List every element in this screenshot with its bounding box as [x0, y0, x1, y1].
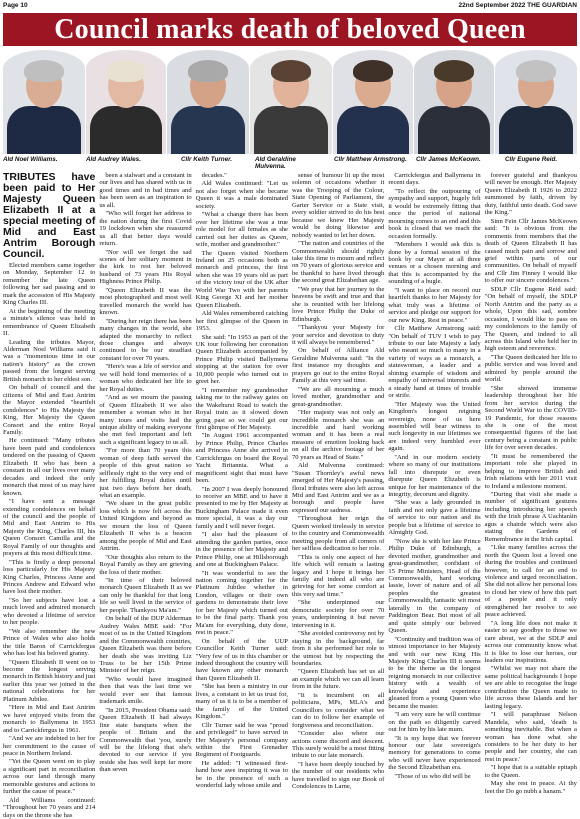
article-paragraph: SDLP Cllr Eugene Reid said: "On behalf of myself, the SDLP North Antrim and the party as a whole, Upon this sad, sombre occasion, I would like to pass on my condolences to the family of The Queen, and indeed to all across this Island who held her in high esteem and reverence.: [484, 285, 577, 353]
article-paragraph: forever grateful and thankyou will never be enough. Her Majesty Queen Elizabeth II 1926 to 2022 summoned by faith, driven by duty, faithful unto death. God save the King.": [484, 172, 577, 217]
article-paragraph: He continued: "Many tributes have been paid and condolences tendered on the passing of Queen Elizabeth II who has been a constant in all our lives over many decades and indeed the only monarch that most of us may have known.: [3, 437, 96, 497]
article-paragraph: "Who will forget her address to the nation during the first Covid 19 lockdown when she reassured us all that better days would return.: [99, 210, 192, 248]
article-paragraph: "She underpinned our democratic society for over 70 years, underpinning it but never intervening in it.: [292, 599, 385, 629]
article-paragraph: On behalf of Alliance Ald Geraldine Mulvenna said: "In the first instance my thoughts and prayers go out to the entire Royal Family at this very sad time.: [292, 347, 385, 385]
article-paragraph: "During her reign there has been many changes in the world, she adapted the monarchy to reflect those changes and always continued to be our steadfast constant for over 70 years.: [99, 317, 192, 362]
article-paragraph: "I want to place on record our heartfelt thanks to her Majesty for what truly was a lifetime of service and pledge our support for our new King. Rest in peace.": [388, 286, 481, 324]
article-paragraph: "And as we mourn the passing of Queen Elizabeth II we also remember a woman who in her many tours and visits had the unique ability of making everyone she met feel important and left such a significant legacy to us all.: [99, 394, 192, 446]
article-column: [484, 172, 577, 795]
article-paragraph: "I have been deeply touched by the number of our residents who have travelled to sign our Book of Condolences in Larne,: [292, 760, 385, 791]
article-paragraph: "To reflect the outpouring of sympathy and support, hugely felt it would be extremely fitting that once the period of national mourning comes to an end and this book is closed that we reach the occasion formally.: [388, 187, 481, 240]
article-paragraph: "It must be remembered the important role she played in helping to improve British and Irish relations with her 2011 visit to Ireland a milestone moment.: [484, 452, 577, 490]
article-paragraph: "Continuity and tradition was of utmost importance to her Majesty and with our new King His Majesty King Charles III it seems to be the theme as the longest reigning monarch in our collective history with a wealth of knowledge and experience gleaned from a young Queen who became the master.: [388, 635, 481, 710]
photo-matthew-armstrong: [333, 50, 413, 154]
article-paragraph: "We share in the great public loss which is now felt across the United Kingdom and beyond as we mourn the loss of Queen Elizabeth II who is a beacon among the people of Mid and East Antrim.: [99, 500, 192, 553]
caption-noel-williams: Ald Noel Williams.: [3, 156, 58, 163]
article-paragraph: "I am very sure he will continue on the path so diligently carved out for him by his late mum.: [388, 711, 481, 734]
article-paragraph: "In August 1961 accompanied by Prince Philip, Prince Charles and Princess Anne she arrived in Carrickfergus on board the Royal Yacht Britannia. What a magnificent sight that must have been.: [195, 432, 288, 485]
article-paragraph: "Whilst we may not share the same political backgrounds I hope we are able to recognise the huge contribution the Queen made to life across these Islands and her lasting legacy.: [484, 665, 577, 710]
article-paragraph: been a stalwart and a constant in our lives and has shared with us in good times and in bad times and has been seen as an inspiration to us all.: [99, 172, 192, 209]
article-paragraph: "And in our modern society where so many of our institutions fall into disrepute or even disrepute Queen Elizabeth is unique for her maintenance of the integrity, decorum and dignity.: [388, 453, 481, 499]
article-paragraph: Cllr Matthew Armstrong said: "On behalf of TUV I wish to pay tribute to our late Majesty a lady who meant so much to many in a variety of ways as a monarch, a stateswoman, a leader and a shining example of wisdom and empathy of universal interests and a steady hand at times of trouble or strife.: [388, 325, 481, 400]
article-paragraph: May she rest in peace. At thy feet the Do go nubh a hanam.": [484, 780, 577, 795]
article-paragraph: "For more than 70 years this woman of deep faith served the people of this great nation so selflessly right to the very end of her fulfilling Royal duties until just two days before her death, what an example.: [99, 447, 192, 500]
article-paragraph: On behalf of council and the citizens of Mid and East Antrim the Mayor extended "heartfelt condolences" to His Majesty the King, Her Majesty the Queen Consort and the entire Royal Family.: [3, 384, 96, 436]
article-column: [292, 172, 385, 791]
photo-james-mckeown: [414, 50, 494, 154]
photo-eugene-reid: [495, 50, 577, 154]
article-paragraph: She said: "In 1953 as part of the UK tour following her coronation Queen Elizabeth accompanied by Prince Philip visited Ballymena stopping at the station for over 10,000 people who turned out to greet her.: [195, 333, 288, 386]
caption-eugene-reid: Cllr Eugene Reid.: [505, 156, 558, 163]
article-paragraph: "She showed immense leadership throughout her life from her service during the Second World War to the COVID-19 Pandemic, for those reasons she is one of the most consequential figures of the last century being a constant in public life for over seven decades.: [484, 384, 577, 452]
article-body: [3, 171, 577, 819]
article-paragraph: "Like many families across the north the Queen lost a loved one during the troubles and continued however, to call for an end to violence and urged reconciliation. She did not allow her personal loss to cloud her view of how this part of a people and it only strengthened her resolve to see peace achieved.: [484, 544, 577, 619]
article-paragraph: "We also remember the new Prince of Wales who also holds the title Baron of Carrickfergus who has lost his beloved granny.: [3, 627, 96, 658]
article-paragraph: "I have sent a message extending condolences on behalf of the council and the people of Mid and East Antrim to His Majesty the King, Charles III, his Queen Consort Camilla and the Royal Family of our thoughts and prayers at this most difficult time.: [3, 498, 96, 558]
article-paragraph: Cllr Turner said he was "proud and privileged" to have served in Her Majesty's personal company within the First Grenadier Regiment of Footguards.: [195, 721, 288, 759]
article-paragraph: Ald Wales continued: "Let us not also forget when she became Queen it was a male dominated society.: [195, 180, 288, 210]
article-paragraph: "This is only one aspect of her life which will remain a lasting legacy and I hope it brings her family and indeed all who are grieving for her some comfort at this very sad time.": [292, 553, 385, 598]
article-paragraph: Ald Williams continued: "Throughout her 70 years and 214 days on the throne she has: [3, 796, 96, 819]
photo-geraldine-mulvenna: [250, 50, 332, 154]
article-paragraph: "I hope that is a suitable epitaph to the Queen.: [484, 764, 577, 779]
article-paragraph: Leading the tributes Mayor, Alderman Noel Williams said it was a "momentous time in our nation's history" as the crown passed from the longest serving British monarch to her eldest son.: [3, 338, 96, 383]
article-paragraph: Carrickfergus and Ballymena in recent days.: [388, 172, 481, 187]
article-paragraph: "Throughout her reign the Queen worked tirelessly in service to the country and Commonwealth meeting people from all corners of her selfless dedication to her role.: [292, 515, 385, 553]
article-paragraph: "Queen Elizabeth II was the most photographed and most well travelled monarch the world has known.: [99, 286, 192, 317]
article-paragraph: On behalf of the DUP Alderman Audrey Wales MBE said: "For most of us in the United Kingdom and the Commonwealth countries, Queen Elizabeth was there before her death she was inviting Liz Truss to be her 15th Prime Minister of her reign.: [99, 615, 192, 675]
article-paragraph: "It was wonderful to see the nation coming together for the Platinum Jubilee whether in London, villages or their own gardens to demonstrate their love for her Majesty which turned out to be the final party. Thank you Ma'am for everything, duty done, rest in peace.": [195, 569, 288, 637]
page-number: Page 10: [3, 2, 28, 9]
article-paragraph: "Queen Elizabeth II went on to become the longest serving monarch in British history and just earlier this year we joined in the national celebrations for her Platinum Jubilee.: [3, 658, 96, 703]
article-column: [99, 172, 192, 774]
article-paragraph: "Nor will we forget the sad scenes of her solitary moment in the kirk to rest her beloved husband of 73 years His Royal Highness Prince Philip.: [99, 248, 192, 286]
article-paragraph: "So her subjects have lost a much loved and admired monarch who devoted a lifetime of service to her people.: [3, 596, 96, 627]
caption-audrey-wales: Ald Audrey Wales.: [86, 156, 141, 163]
caption-geraldine-mulvenna: Ald Geraldine Mulvenna.: [255, 156, 296, 170]
article-paragraph: "A long life does not make it easier to say goodbye to those we care about, we at the SDLP and across our community know what it is like to lose our heroes, our leaders our inspirations.: [484, 619, 577, 664]
article-paragraph: "Queen Elizabeth has set us all an example which we can all learn from in the future.: [292, 668, 385, 691]
article-paragraph: "The nation and countries of the Commonwealth should rightly take this time to mourn and reflect on 70 years of glorious service and be thankful to have lived through the second great Elizabethan age.: [292, 240, 385, 285]
article-paragraph: "Consider also where our actions come discord and descent. This surely would be a most fitting tribute to our late monarch.: [292, 730, 385, 760]
article-paragraph: At the beginning of the meeting a minute's silence was held in remembrance of Queen Elizabeth II.: [3, 307, 96, 338]
article-paragraph: "What a change there has been over her lifetime she was a true role model for all females as she carried out her duties as Queen, wife, mother and grandmother.": [195, 211, 288, 249]
article-paragraph: Ald Wales remembered catching her first glimpse of the Queen in 1953.: [195, 310, 288, 333]
article-paragraph: "Her majesty was not only an incredible monarch she was an incredible and hard working woman and it has been a real measure of emotion looking back on all the archive footage of her 70 years as Head of State.": [292, 409, 385, 461]
article-paragraph: "Thankyou your Majesty for your service and devotion to duty it will always be remembered.": [292, 324, 385, 346]
headline-banner: Council marks death of beloved Queen: [3, 13, 577, 46]
article-paragraph: "I will paraphrase Nelson Mandela, who said, 'death is something inevitable. But when a woman has done what she considers to be her duty to her people and her country, she can rest in peace.': [484, 711, 577, 763]
article-paragraph: "Our thoughts also return to the Royal Family as they are grieving the loss of their mother.: [99, 553, 192, 576]
article-paragraph: "In 2015, President Obama said: Queen Elizabeth II had always fine state banquets when the people of Britain and the Commonwealth that 'you, surely will be the lifelong that she's devoted to our service if you reside she has well kept far more than seven: [99, 706, 192, 774]
councillor-photo-strip: [3, 50, 577, 170]
article-paragraph: "We are all mourning a much loved mother, grandmother and great-grandmother.: [292, 385, 385, 408]
article-paragraph: "In 2007 I was deeply honoured to receive an MBE and to have it presented to me by Her Majesty at Buckingham Palace made it even more special, it was a day our family and I will never forget.: [195, 485, 288, 530]
article-paragraph: "Yet the Queen went on to play a significant part in reconciliation across our land through many memorable gestures and actions to further the cause of peace.": [3, 758, 96, 796]
article-column: [195, 172, 288, 790]
photo-audrey-wales: [86, 50, 166, 154]
article-paragraph: "She avoided controversy not by staying in the background, far from it she performed her role to the utmost but by respecting the boundaries.: [292, 630, 385, 667]
article-paragraph: The Queen visited Northern Ireland on 25 occasions both as monarch and princess, the first when she was 19 years old as part of the victory tour of the UK after World War Two with her parents King George XI and her mother Queen Elizabeth.: [195, 249, 288, 309]
article-column: [3, 171, 96, 819]
article-paragraph: "And we are indebted to her for her commitment to the cause of peace in Northern Ireland.: [3, 735, 96, 757]
article-paragraph: "She was a lady grounded in faith and not only gave a lifetime of service to our nation and its people but a lifetime of service to Almighty God.: [388, 499, 481, 537]
article-paragraph: "Her Majesty was the United Kingdom's longest reigning sovereign, none of us here assembled will bear witness to such longevity in our lifetimes we are indeed very humbled ever again.: [388, 400, 481, 453]
caption-james-mckeown: Cllr James McKeown.: [416, 156, 481, 163]
article-paragraph: Sinn Fein Cllr James McKeown said: "It is obvious from the comments from members that the death of Queen Elizabeth II has caused much pain and sorrow and grief within parts of our communities. On behalf of myself and Cllr Jim Finney I would like to offer our sincere condolences.": [484, 217, 577, 285]
article-paragraph: "Here's was a life of service and we will hold fond memories of a woman who dedicated her life to her Royal duties.: [99, 363, 192, 393]
article-paragraph: "I remember my grandmother taking me to the railway gates on the Wakehurst Road to watch the Royal train as it slowed down going past so we could get our first glimpse of Her Majesty.: [195, 386, 288, 431]
article-paragraph: "In time of their beloved monarch Queen Elizabeth II as we can only be thankful for that long life so well lived in the service of her people. Thankyou Ma'am.": [99, 577, 192, 614]
article-paragraph: "Now she is with her late Prince Philip Duke of Edinburgh, a devoted mother, grandmother and great-grandmother, confidant of 15 Prime Ministers, Head of the Commonwealth, hard working lassie, lover of nature and of all peoples the greatest Commonwealth, fantastic wit most laterally in the company of Paddington Bear. But most of all and quite simply our beloved Queen.: [388, 537, 481, 635]
article-paragraph: "Here in Mid and East Antrim we have enjoyed visits from the monarch to Ballymena in 1953 and to Carrickfergus in 1961.: [3, 704, 96, 734]
article-paragraph: "She has been a ministry in our lives, a constant to let us trust for, many of us it is to be a member of the family of the United Kingdom.": [195, 683, 288, 721]
photo-noel-williams: [3, 50, 85, 154]
caption-matthew-armstrong: Cllr Matthew Armstrong.: [334, 156, 407, 163]
article-paragraph: "It is incumbent on all politicians, MPs, MLA's and Councillors to consider what we can do to follow her example of forgiveness and reconciliation.: [292, 691, 385, 729]
issue-date: 22nd September 2022 THE GUARDIAN: [458, 2, 577, 9]
article-paragraph: "The Queen dedicated her life to public service and was loved and admired by people around the world.: [484, 353, 577, 384]
article-lead: TRIBUTES have been paid to Her Majesty Queen Elizabeth II at a special meeting of Mid and East Antrim Borough Council.: [3, 171, 96, 260]
page-header: [3, 2, 577, 12]
article-paragraph: "During that visit she made a number of significant gestures including introducing her speech with the Irish phrase A Uachtaráin agus a chairde which were also stating the Gardens of Remembrance in the Irish capital.: [484, 491, 577, 543]
article-paragraph: "We pray that her journey to the heavens be swift and true and that she is reunited with her lifelong love Prince Philip the Duke of Edinburgh.: [292, 285, 385, 323]
photo-keith-turner: [167, 50, 249, 154]
article-paragraph: On behalf of the UUP Councillor Keith Turner said: "Very few of us in this chamber or indeed throughout the country will have known any other monarch than Queen Elizabeth II.: [195, 637, 288, 682]
caption-keith-turner: Cllr Keith Turner.: [181, 156, 232, 163]
article-paragraph: "It is my hope that we forever honour our late sovereign's memory for generations to come who will never have experienced the Second Elizabethan era.: [388, 734, 481, 772]
article-paragraph: "Who would have imagined then that was the last time we would ever see that famous trademark smile.: [99, 675, 192, 706]
article-column: [388, 172, 481, 780]
article-paragraph: decades.": [201, 172, 227, 179]
article-paragraph: Elected members came together on Monday, September 12 to remember the late Queen following her sad passing and to mark the accession of His Majesty King Charles III.: [3, 262, 96, 307]
article-paragraph: He added: "I witnessed first-hand how awe inspiring it was to be in the presence of such a wonderful lady whose smile and: [195, 759, 288, 790]
article-paragraph: "Members I would ask this is done by a formal session of the book by our Mayor at all three venues or a chosen morning and that this is accompanied by the sounding of a bugle.: [388, 241, 481, 286]
article-paragraph: Ald Mulvenna continued: "Susan Thornley's awful news emerged of Her Majesty's passing, floral tributes were also left across Mid and East Antrim and we as a borough and people have expressed our sadness.: [292, 462, 385, 514]
article-paragraph: "Those of us who did will be: [394, 772, 471, 780]
article-paragraph: "This is firstly a deep personal loss particularly for His Majesty King Charles, Princess Anne and Princes Andrew and Edward who have lost their mother.: [3, 558, 96, 596]
article-paragraph: "I also had the pleasure of attending the garden parties, once in the presence of her Majesty and Prince Philip, one at Hillsborough and one at Buckingham Palace.: [195, 531, 288, 569]
article-paragraph: sense of humour lit up the most solemn of occasions whether it was the Trooping of the Colour, State Opening of Parliament, the Garter Service or a State visit, every soldier strived to do his best because we knew Her Majesty would be doing likewise and nobody wanted to let her down.: [292, 172, 385, 239]
